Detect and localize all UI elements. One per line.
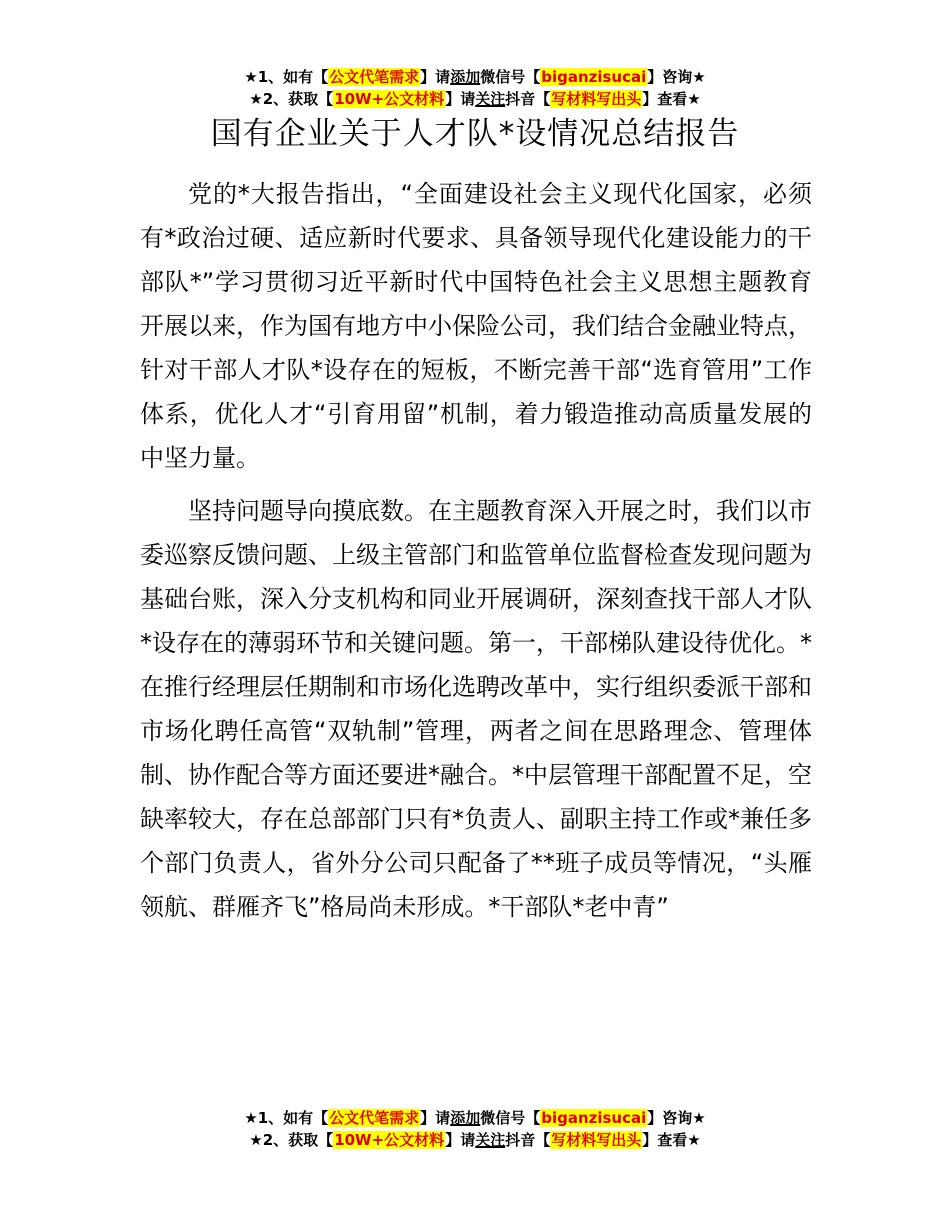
banner-text: 微信号【 bbox=[480, 68, 541, 86]
banner-text: 】请 bbox=[445, 1131, 476, 1149]
banner-text: 】查看★ bbox=[642, 1131, 701, 1149]
banner-underline-text: 关注 bbox=[475, 90, 506, 108]
banner-text: 抖音【 bbox=[505, 1131, 551, 1149]
banner-text: ★2、获取【 bbox=[249, 90, 334, 108]
paragraph: 党的*大报告指出，“全面建设社会主义现代化国家，必须有*政治过硬、适应新时代要求、具备领导现代化建设能力的干部队*”学习贯彻习近平新时代中国特色社会主义思想主题教育开展以来，作为国有地方中小保险公司，我们结合金融业特点，针对干部人才队*设存在的短板，不断完善干部“选育管用”工作体系，优化人才“引育用留”机制，着力锻造推动高质量发展的中坚力量。 bbox=[140, 180, 812, 472]
banner-text: ★2、获取【 bbox=[249, 1131, 334, 1149]
paragraph: 坚持问题导向摸底数。在主题教育深入开展之时，我们以市委巡察反馈问题、上级主管部门和监管单位监督检查发现问题为基础台账，深入分支机构和同业开展调研，深刻查找干部人才队*设存在的薄弱环节和关键问题。第一，干部梯队建设待优化。*在推行经理层任期制和市场化选聘改革中，实行组织委派干部和市场化聘任高管“双轨制”管理，两者之间在思路理念、管理体制、协作配合等方面还要进*融合。*中层管理干部配置不足，空缺率较大，存在总部部门只有*负责人、副职主持工作或*兼任多个部门负责人，省外分公司只配备了**班子成员等情况，“头雁领航、群雁齐飞”格局尚未形成。*干部队*老中青” bbox=[140, 497, 812, 921]
banner-text: 】请 bbox=[445, 90, 476, 108]
document-body bbox=[140, 172, 812, 929]
footer-banner bbox=[0, 1107, 950, 1151]
highlight-wechat-id: biganzisucai bbox=[541, 68, 647, 86]
banner-text: 】请 bbox=[420, 68, 451, 86]
banner-text: 】查看★ bbox=[642, 90, 701, 108]
banner-text: 】咨询★ bbox=[647, 68, 706, 86]
banner-text: 】请 bbox=[420, 1109, 451, 1127]
highlight-ghostwriting: 公文代笔需求 bbox=[329, 68, 420, 86]
banner-line-1 bbox=[0, 1107, 950, 1129]
banner-underline-text: 添加 bbox=[450, 1109, 481, 1127]
highlight-materials: 10W+公文材料 bbox=[334, 1131, 445, 1149]
banner-line-2 bbox=[0, 1129, 950, 1151]
highlight-douyin-account: 写材料写出头 bbox=[551, 1131, 642, 1149]
banner-text: 抖音【 bbox=[505, 90, 551, 108]
banner-line-1 bbox=[0, 66, 950, 88]
highlight-wechat-id: biganzisucai bbox=[541, 1109, 647, 1127]
document-title: 国有企业关于人才队*设情况总结报告 bbox=[210, 116, 740, 152]
header-banner bbox=[0, 66, 950, 110]
banner-text: 微信号【 bbox=[480, 1109, 541, 1127]
banner-text: 】咨询★ bbox=[647, 1109, 706, 1127]
banner-underline-text: 添加 bbox=[450, 68, 481, 86]
banner-text: ★1、如有【 bbox=[244, 1109, 329, 1127]
banner-underline-text: 关注 bbox=[475, 1131, 506, 1149]
highlight-materials: 10W+公文材料 bbox=[334, 90, 445, 108]
banner-line-2 bbox=[0, 88, 950, 110]
highlight-ghostwriting: 公文代笔需求 bbox=[329, 1109, 420, 1127]
highlight-douyin-account: 写材料写出头 bbox=[551, 90, 642, 108]
banner-text: ★1、如有【 bbox=[244, 68, 329, 86]
